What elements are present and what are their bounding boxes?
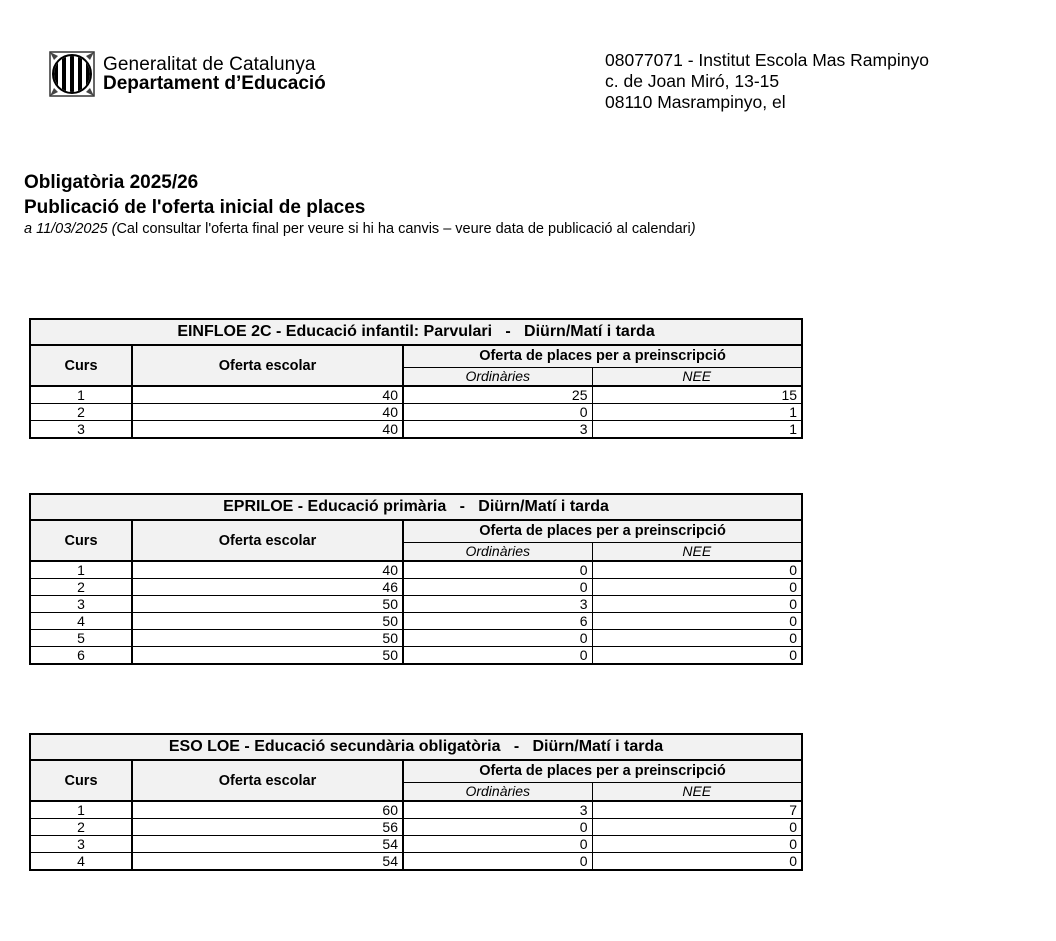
cell-oferta: 56	[132, 819, 403, 836]
cell-nee: 0	[592, 647, 802, 665]
cell-oferta: 40	[132, 404, 403, 421]
cell-curs: 4	[30, 853, 132, 871]
table-row	[30, 421, 802, 439]
table-row	[30, 404, 802, 421]
cell-curs: 1	[30, 801, 132, 819]
document-heading	[24, 170, 696, 238]
column-header-ordinaries: Ordinàries	[403, 543, 592, 562]
column-header-oferta-escolar: Oferta escolar	[132, 520, 403, 561]
cell-ordinaries: 0	[403, 647, 592, 665]
cell-curs: 1	[30, 386, 132, 404]
table-row	[30, 630, 802, 647]
column-header-curs: Curs	[30, 520, 132, 561]
cell-nee: 0	[592, 630, 802, 647]
generalitat-shield-icon	[49, 51, 95, 97]
cell-nee: 15	[592, 386, 802, 404]
cell-ordinaries: 3	[403, 801, 592, 819]
cell-oferta: 54	[132, 836, 403, 853]
cell-curs: 2	[30, 819, 132, 836]
cell-nee: 1	[592, 421, 802, 439]
cell-oferta: 50	[132, 630, 403, 647]
table-row	[30, 596, 802, 613]
cell-curs: 3	[30, 421, 132, 439]
cell-curs: 4	[30, 613, 132, 630]
cell-oferta: 50	[132, 647, 403, 665]
table-row	[30, 613, 802, 630]
publication-date: a 11/03/2025 (	[24, 221, 117, 237]
column-header-curs: Curs	[30, 760, 132, 801]
table-row	[30, 836, 802, 853]
column-group-header: Oferta de places per a preinscripció	[403, 520, 802, 543]
cell-nee: 0	[592, 836, 802, 853]
cell-nee: 0	[592, 613, 802, 630]
school-address: c. de Joan Miró, 13-15	[605, 71, 780, 91]
cell-ordinaries: 3	[403, 596, 592, 613]
offer-table-eso	[29, 733, 803, 871]
school-info	[605, 50, 929, 113]
table-row	[30, 561, 802, 579]
column-header-curs: Curs	[30, 345, 132, 386]
cell-curs: 6	[30, 647, 132, 665]
cell-curs: 2	[30, 404, 132, 421]
table-title: ESO LOE - Educació secundària obligatòria - Diürn/Matí i tarda	[30, 734, 802, 760]
cell-nee: 0	[592, 819, 802, 836]
cell-ordinaries: 3	[403, 421, 592, 439]
cell-ordinaries: 25	[403, 386, 592, 404]
cell-ordinaries: 0	[403, 836, 592, 853]
cell-oferta: 40	[132, 561, 403, 579]
offer-table-infantil	[29, 318, 803, 439]
cell-oferta: 40	[132, 386, 403, 404]
cell-oferta: 50	[132, 596, 403, 613]
department-name: Departament d’Educació	[103, 73, 326, 94]
cell-curs: 3	[30, 596, 132, 613]
cell-nee: 7	[592, 801, 802, 819]
cell-oferta: 54	[132, 853, 403, 871]
note-suffix: )	[690, 221, 696, 237]
cell-ordinaries: 0	[403, 630, 592, 647]
table-title: EPRILOE - Educació primària - Diürn/Matí i tarda	[30, 494, 802, 520]
table-row	[30, 579, 802, 596]
cell-nee: 1	[592, 404, 802, 421]
table-row	[30, 647, 802, 665]
cell-oferta: 50	[132, 613, 403, 630]
page-title: Obligatòria 2025/26	[24, 172, 199, 193]
column-header-oferta-escolar: Oferta escolar	[132, 345, 403, 386]
school-code-name: 08077071 - Institut Escola Mas Rampinyo	[605, 50, 929, 70]
cell-nee: 0	[592, 853, 802, 871]
school-postal-city: 08110 Masrampinyo, el	[605, 92, 786, 112]
column-header-nee: NEE	[592, 543, 802, 562]
table-row	[30, 819, 802, 836]
table-row	[30, 853, 802, 871]
column-header-nee: NEE	[592, 368, 802, 387]
column-header-ordinaries: Ordinàries	[403, 783, 592, 802]
cell-curs: 1	[30, 561, 132, 579]
publication-note	[24, 220, 696, 238]
note-text: Cal consultar l'oferta final per veure si hi ha canvis – veure data de publicació al calendari	[116, 221, 691, 237]
cell-ordinaries: 0	[403, 853, 592, 871]
column-header-oferta-escolar: Oferta escolar	[132, 760, 403, 801]
cell-oferta: 40	[132, 421, 403, 439]
cell-oferta: 46	[132, 579, 403, 596]
table-title: EINFLOE 2C - Educació infantil: Parvulari - Diürn/Matí i tarda	[30, 319, 802, 345]
cell-ordinaries: 0	[403, 579, 592, 596]
column-header-nee: NEE	[592, 783, 802, 802]
cell-nee: 0	[592, 596, 802, 613]
column-header-ordinaries: Ordinàries	[403, 368, 592, 387]
cell-curs: 5	[30, 630, 132, 647]
column-group-header: Oferta de places per a preinscripció	[403, 760, 802, 783]
table-row	[30, 801, 802, 819]
column-group-header: Oferta de places per a preinscripció	[403, 345, 802, 368]
cell-oferta: 60	[132, 801, 403, 819]
cell-ordinaries: 6	[403, 613, 592, 630]
cell-ordinaries: 0	[403, 404, 592, 421]
offer-table-primaria	[29, 493, 803, 665]
cell-curs: 3	[30, 836, 132, 853]
cell-curs: 2	[30, 579, 132, 596]
org-name: Generalitat de Catalunya	[103, 54, 316, 75]
table-row	[30, 386, 802, 404]
cell-ordinaries: 0	[403, 561, 592, 579]
cell-nee: 0	[592, 561, 802, 579]
cell-nee: 0	[592, 579, 802, 596]
page-subtitle: Publicació de l'oferta inicial de places	[24, 197, 366, 218]
org-logo	[49, 51, 326, 97]
cell-ordinaries: 0	[403, 819, 592, 836]
